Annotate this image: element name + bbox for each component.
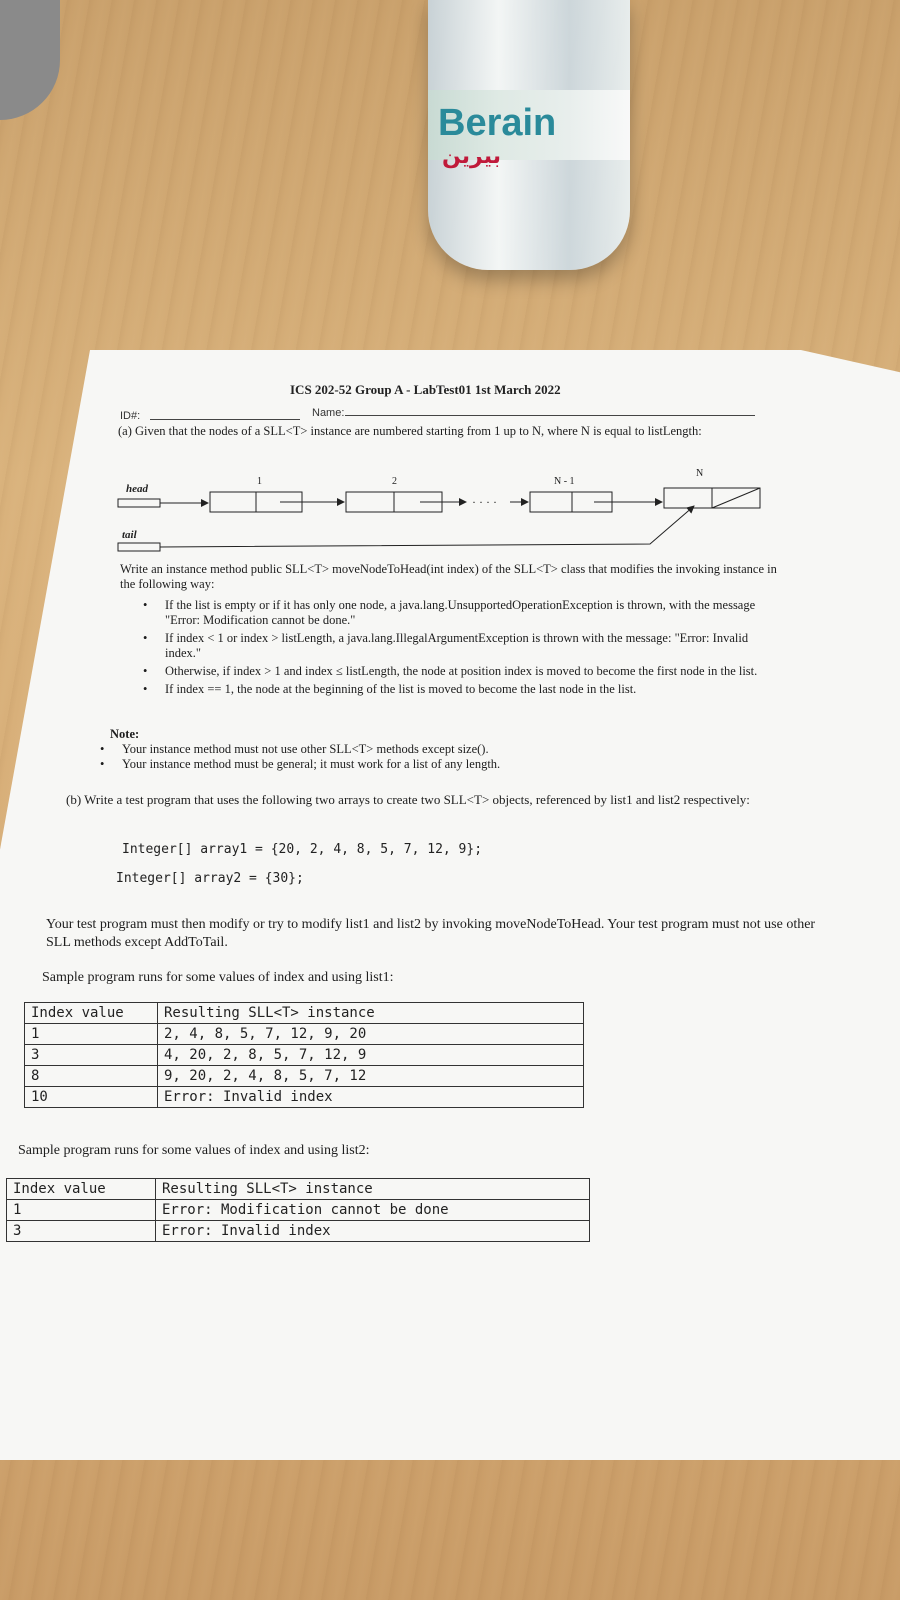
note-label: Note: [110,727,140,741]
table-header: Resulting SLL<T> instance [158,1003,584,1024]
list2-results-table [6,1178,590,1242]
list1-results-table [24,1002,584,1108]
table-header: Index value [25,1003,158,1024]
table-cell: 4, 20, 2, 8, 5, 7, 12, 9 [158,1045,584,1066]
part-a-task: Write an instance method public SLL<T> moveNodeToHead(int index) of the SLL<T> class that modifies the invoking instance in the following way: [120,562,777,591]
table-row [25,1066,584,1087]
table-cell: 2, 4, 8, 5, 7, 12, 9, 20 [158,1024,584,1045]
node-label-n: N [696,468,704,479]
part-b-instructions: Your test program must then modify or try to modify list1 and list2 by invoking moveNodeToHead. Your test program must not use other SLL methods except AddToTail. [46,917,816,950]
table-cell: Error: Invalid index [156,1221,590,1242]
table-cell: 3 [7,1221,156,1242]
water-bottle [428,0,630,270]
requirement-4: • If index == 1, the node at the beginning of the list is moved to become the last node in the list. [165,682,785,697]
requirement-2: • If index < 1 or index > listLength, a java.lang.IllegalArgumentException is thrown with the message: "Error: Invalid index." [165,631,785,661]
part-a-intro: (a) Given that the nodes of a SLL<T> instance are numbered starting from 1 up to N, where N is equal to listLength: [118,424,702,438]
bottle-brand: Berain [438,102,557,144]
ellipsis: · · · · [472,495,497,509]
table-row [7,1221,590,1242]
head-box [118,499,160,507]
bottle-brand-arabic: بيرين [442,144,501,169]
notes-list [122,742,682,772]
sample1-label: Sample program runs for some values of index and using list1: [42,970,394,985]
table-cell: 1 [25,1024,158,1045]
table-row [25,1045,584,1066]
table-cell: 3 [25,1045,158,1066]
requirement-3: • Otherwise, if index > 1 and index ≤ listLength, the node at position index is moved to become the first node in the list. [165,664,785,679]
name-label: Name: [312,407,345,419]
table-header-row [25,1003,584,1024]
table-row [25,1087,584,1108]
table-header-row [7,1179,590,1200]
note-1: • Your instance method must not use other SLL<T> methods except size(). [122,742,682,757]
table-cell: Error: Modification cannot be done [156,1200,590,1221]
table-cell: 10 [25,1087,158,1108]
requirements-list [165,598,785,697]
requirement-1: • If the list is empty or if it has only one node, a java.lang.UnsupportedOperationException is thrown, with the message "Error: Modification cannot be done." [165,598,785,628]
table-cell: Error: Invalid index [158,1087,584,1108]
table-cell: 9, 20, 2, 4, 8, 5, 7, 12 [158,1066,584,1087]
table-row [25,1024,584,1045]
part-b-intro: (b) Write a test program that uses the following two arrays to create two SLL<T> objects, referenced by list1 and list2 respectively: [66,792,750,807]
tail-label: tail [122,529,137,541]
tail-box [118,543,160,551]
table-cell: 1 [7,1200,156,1221]
bottle-label [428,90,630,169]
name-underline [345,415,755,416]
head-label: head [126,483,148,495]
id-label: ID#: [120,410,141,422]
note-2: • Your instance method must be general; it must work for a list of any length. [122,757,682,772]
paper-title: ICS 202-52 Group A - LabTest01 1st March 2022 [290,382,561,397]
sample2-label: Sample program runs for some values of index and using list2: [18,1143,370,1158]
code-array1: Integer[] array1 = {20, 2, 4, 8, 5, 7, 12, 9}; [122,842,483,857]
table-header: Resulting SLL<T> instance [156,1179,590,1200]
table-header: Index value [7,1179,156,1200]
table-cell: 8 [25,1066,158,1087]
node-label-1: 1 [257,476,262,487]
id-underline [150,419,300,420]
node-label-n-minus-1: N - 1 [554,476,575,487]
table-row [7,1200,590,1221]
code-array2: Integer[] array2 = {30}; [116,871,304,886]
linked-list-diagram [110,462,780,562]
node-label-2: 2 [392,476,397,487]
